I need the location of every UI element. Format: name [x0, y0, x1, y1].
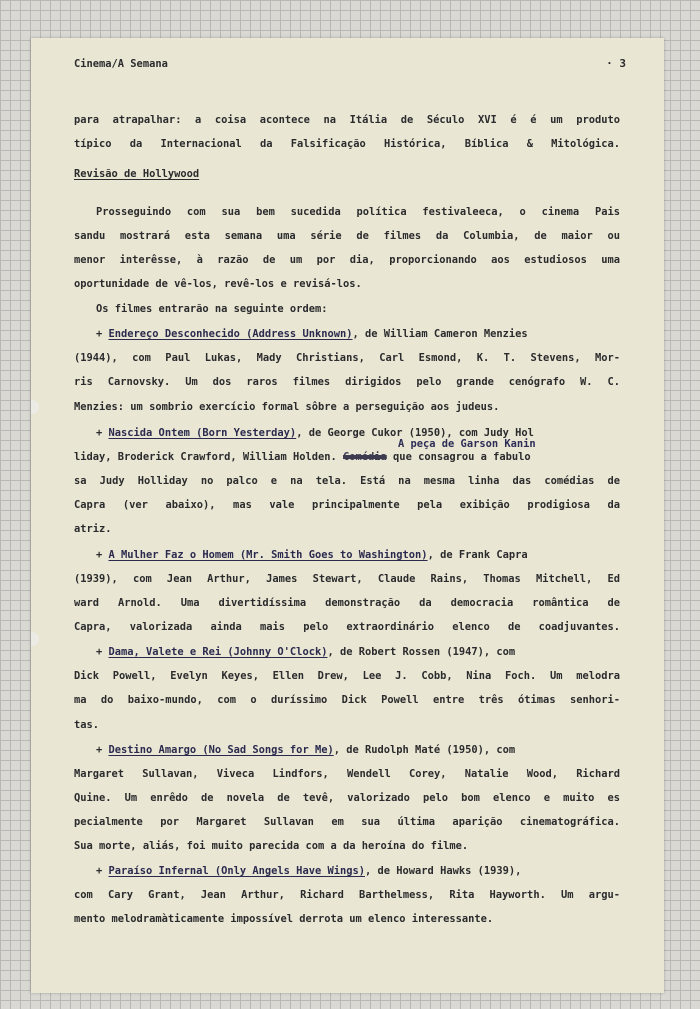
running-header: Cinema/A Semana: [74, 58, 168, 70]
struck-out-word: Comédia: [343, 451, 387, 463]
text-line: Margaret Sullavan, Viveca Lindfors, Wendell Corey, Natalie Wood, Richard: [74, 768, 620, 780]
text-line: (1939), com Jean Arthur, James Stewart, Claude Rains, Thomas Mitchell, Ed: [74, 573, 620, 585]
film-title-text: Dama, Valete e Rei (Johnny O'Clock): [108, 646, 328, 658]
typed-page: [31, 38, 664, 993]
text-line: menor interêsse, à razão de um por dia, proporcionando aos estudiosos uma: [74, 254, 620, 266]
film-title-text: A Mulher Faz o Homem (Mr. Smith Goes to Washington): [108, 549, 428, 561]
text-line: Prosseguindo com sua bem sucedida política festivaleeca, o cinema Pais: [96, 206, 620, 218]
text-line: oportunidade de vê-los, revê-los e revisá-los.: [74, 278, 362, 290]
text-line: ma do baixo-mundo, com o duríssimo Dick Powell entre três ótimas senhori-: [74, 694, 620, 706]
page-number-value: 3: [619, 57, 626, 70]
film-credit: , de Robert Rossen (1947), com: [327, 646, 516, 658]
film-entry-first-line: + Destino Amargo (No Sad Songs for Me), de Rudolph Maté (1950), com: [96, 744, 516, 756]
text-line: sandu mostrará esta semana uma série de filmes da Columbia, de maior ou: [74, 230, 620, 242]
text-line: para atrapalhar: a coisa acontece na Itália de Século XVI é é um produto: [74, 114, 620, 126]
text-line: típico da Internacional da Falsificação Histórica, Bíblica & Mitológica.: [74, 138, 620, 150]
text-line: Sua morte, aliás, foi muito parecida com a da heroína do filme.: [74, 840, 469, 852]
text-line: Capra, valorizada ainda mais pelo extraordinário elenco de coadjuvantes.: [74, 621, 620, 633]
text-line: ris Carnovsky. Um dos raros filmes dirigidos pelo grande cenógrafo W. C.: [74, 376, 620, 388]
film-credit: , de George Cukor (1950), com Judy Hol: [296, 427, 534, 439]
film-title-text: Endereço Desconhecido (Address Unknown): [108, 328, 353, 340]
text-line: Os filmes entrarão na seguinte ordem:: [96, 303, 328, 315]
text-line: Menzies: um sombrio exercício formal sôbre a perseguição aos judeus.: [74, 401, 500, 413]
punch-hole: [31, 632, 39, 646]
text-line: sa Judy Holliday no palco e na tela. Está na mesma linha das comédias de: [74, 475, 620, 487]
section-title: Revisão de Hollywood: [74, 168, 200, 180]
text-fragment: que consagrou a fabulo: [386, 451, 531, 463]
film-entry-first-line: + A Mulher Faz o Homem (Mr. Smith Goes to Washington), de Frank Capra: [96, 549, 528, 561]
film-title-text: Paraíso Infernal (Only Angels Have Wings): [108, 865, 365, 877]
text-line: atriz.: [74, 523, 112, 535]
film-entry-first-line: + Nascida Ontem (Born Yesterday), de George Cukor (1950), com Judy Hol: [96, 427, 534, 439]
text-line: Dick Powell, Evelyn Keyes, Ellen Drew, Lee J. Cobb, Nina Foch. Um melodra: [74, 670, 620, 682]
text-line: (1944), com Paul Lukas, Mady Christians, Carl Esmond, K. T. Stevens, Mor-: [74, 352, 620, 364]
text-line: [74, 450, 620, 464]
text-line: ward Arnold. Uma divertidíssima demonstração da democracia romântica de: [74, 597, 620, 609]
text-line: Quine. Um enrêdo de novela de tevê, valorizado pelo bom elenco e muito es: [74, 792, 620, 804]
text-line: mento melodramàticamente impossível derrota um elenco interessante.: [74, 913, 494, 925]
film-title: + Endereço Desconhecido (Address Unknown), de William Cameron Menzies: [96, 328, 528, 340]
film-entry-first-line: + Dama, Valete e Rei (Johnny O'Clock), de Robert Rossen (1947), com: [96, 646, 516, 658]
punch-hole: [31, 400, 39, 414]
text-line: tas.: [74, 719, 100, 731]
page-number: · 3: [606, 57, 626, 70]
film-credit: , de William Cameron Menzies: [352, 328, 528, 340]
film-title-text: Destino Amargo (No Sad Songs for Me): [108, 744, 334, 756]
film-title-text: Nascida Ontem (Born Yesterday): [108, 427, 297, 439]
film-credit: , de Howard Hawks (1939),: [365, 865, 522, 877]
text-line: pecialmente por Margaret Sullavan em sua última aparição cinematográfica.: [74, 816, 620, 828]
film-credit: , de Frank Capra: [427, 549, 528, 561]
handwritten-insertion: A peça de Garson Kanin: [398, 438, 536, 450]
text-line: Capra (ver abaixo), mas vale principalmente pela exibição prodigiosa da: [74, 499, 620, 511]
film-entry-first-line: + Paraíso Infernal (Only Angels Have Wings), de Howard Hawks (1939),: [96, 865, 522, 877]
text-fragment: liday, Broderick Crawford, William Holden.: [74, 451, 343, 463]
text-line: com Cary Grant, Jean Arthur, Richard Barthelmess, Rita Hayworth. Um argu-: [74, 889, 620, 901]
film-credit: , de Rudolph Maté (1950), com: [333, 744, 516, 756]
film-entry-first-line: [96, 327, 620, 341]
